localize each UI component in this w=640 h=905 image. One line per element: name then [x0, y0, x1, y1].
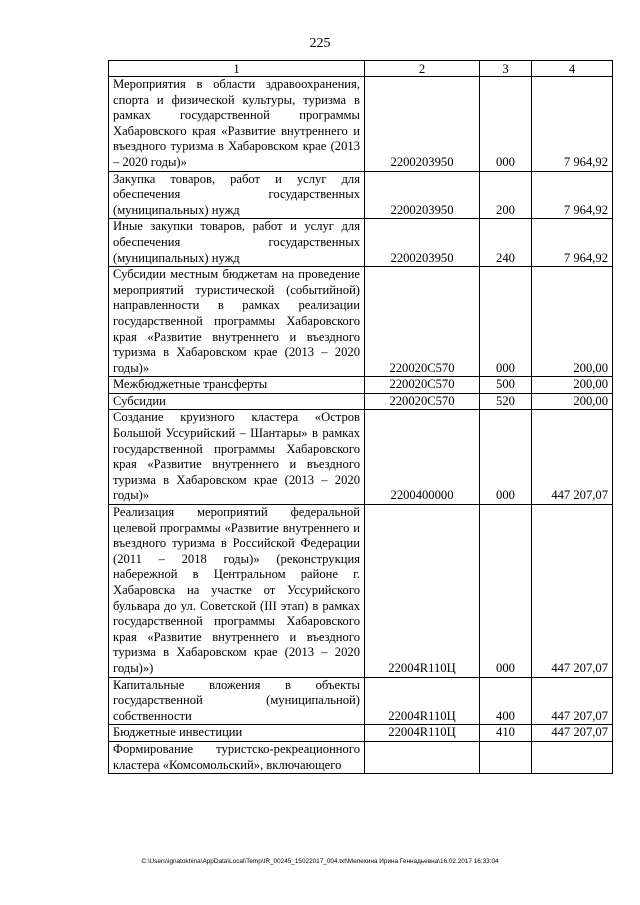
target-code — [365, 741, 480, 773]
expense-name: Субсидии местным бюджетам на проведение мероприятий туристической (событийной) направленности в рамках реализации государственной программы Хабаровского края «Развитие внутреннего и въездного туризма в Хабаровском крае (2013 – 2020 годы)» — [109, 267, 365, 377]
target-code: 2200203950 — [365, 219, 480, 267]
column-header: 3 — [480, 61, 532, 77]
expense-type: 410 — [480, 725, 532, 742]
expense-type: 240 — [480, 219, 532, 267]
amount: 7 964,92 — [532, 219, 613, 267]
target-code: 220020С570 — [365, 267, 480, 377]
target-code: 220020С570 — [365, 377, 480, 394]
target-code: 22004R110Ц — [365, 725, 480, 742]
page-number: 225 — [309, 36, 331, 51]
target-code: 2200400000 — [365, 410, 480, 505]
expense-name: Иные закупки товаров, работ и услуг для обеспечения государственных (муниципальных) нужд — [109, 219, 365, 267]
amount: 200,00 — [532, 267, 613, 377]
amount: 447 207,07 — [532, 677, 613, 725]
amount: 7 964,92 — [532, 77, 613, 172]
table-row — [109, 219, 613, 267]
table-row — [109, 505, 613, 678]
target-code: 220020С570 — [365, 393, 480, 410]
table-row — [109, 393, 613, 410]
table-row — [109, 77, 613, 172]
table-row — [109, 267, 613, 377]
expense-type — [480, 741, 532, 773]
expense-name: Создание круизного кластера «Остров Большой Уссурийский – Шантары» в рамках государственной программы Хабаровского края «Развитие внутреннего и въездного туризма в Хабаровском крае (2013 – 2020 годы)» — [109, 410, 365, 505]
expense-name: Межбюджетные трансферты — [109, 377, 365, 394]
expense-name: Реализация мероприятий федеральной целевой программы «Развитие внутреннего и въездного туризма в Российской Федерации (2011 – 2018 годы)» (реконструкция набережной в Центральном районе г. Хабаровска на участке от Уссурийского бульвара до ул. Советской (III этап) в рамках государственной программы Хабаровского края «Развитие внутреннего и въездного туризма в Хабаровском крае (2013 – 2020 годы)») — [109, 505, 365, 678]
amount: 447 207,07 — [532, 725, 613, 742]
table-row — [109, 725, 613, 742]
target-code: 22004R110Ц — [365, 505, 480, 678]
table-row — [109, 377, 613, 394]
amount: 200,00 — [532, 393, 613, 410]
target-code: 22004R110Ц — [365, 677, 480, 725]
expense-name: Субсидии — [109, 393, 365, 410]
expense-name: Формирование туристско-рекреационного кластера «Комсомольский», включающего — [109, 741, 365, 773]
expense-type: 000 — [480, 267, 532, 377]
expense-type: 400 — [480, 677, 532, 725]
file-path-footer: C:\Users\ignatokhina\AppData\Local\Temp\IR_00245_15022017_004.txt\Мелехина Ирина Геннадьевна\16.02.2017 16:33:04 — [141, 858, 499, 865]
expense-name: Бюджетные инвестиции — [109, 725, 365, 742]
expense-type: 000 — [480, 410, 532, 505]
table-row — [109, 677, 613, 725]
table-row — [109, 741, 613, 773]
expense-name: Закупка товаров, работ и услуг для обеспечения государственных (муниципальных) нужд — [109, 171, 365, 219]
amount — [532, 741, 613, 773]
table-row — [109, 410, 613, 505]
expense-type: 000 — [480, 505, 532, 678]
amount: 200,00 — [532, 377, 613, 394]
table-header-row — [109, 61, 613, 77]
target-code: 2200203950 — [365, 77, 480, 172]
expense-type: 200 — [480, 171, 532, 219]
amount: 7 964,92 — [532, 171, 613, 219]
column-header: 4 — [532, 61, 613, 77]
amount: 447 207,07 — [532, 505, 613, 678]
expense-type: 520 — [480, 393, 532, 410]
amount: 447 207,07 — [532, 410, 613, 505]
column-header: 2 — [365, 61, 480, 77]
expense-name: Капитальные вложения в объекты государственной (муниципальной) собственности — [109, 677, 365, 725]
budget-table — [108, 60, 613, 774]
expense-type: 000 — [480, 77, 532, 172]
target-code: 2200203950 — [365, 171, 480, 219]
table-row — [109, 171, 613, 219]
expense-name: Мероприятия в области здравоохранения, спорта и физической культуры, туризма в рамках государственной программы Хабаровского края «Развитие внутреннего и въездного туризма в Хабаровском крае (2013 – 2020 годы)» — [109, 77, 365, 172]
expense-type: 500 — [480, 377, 532, 394]
column-header: 1 — [109, 61, 365, 77]
